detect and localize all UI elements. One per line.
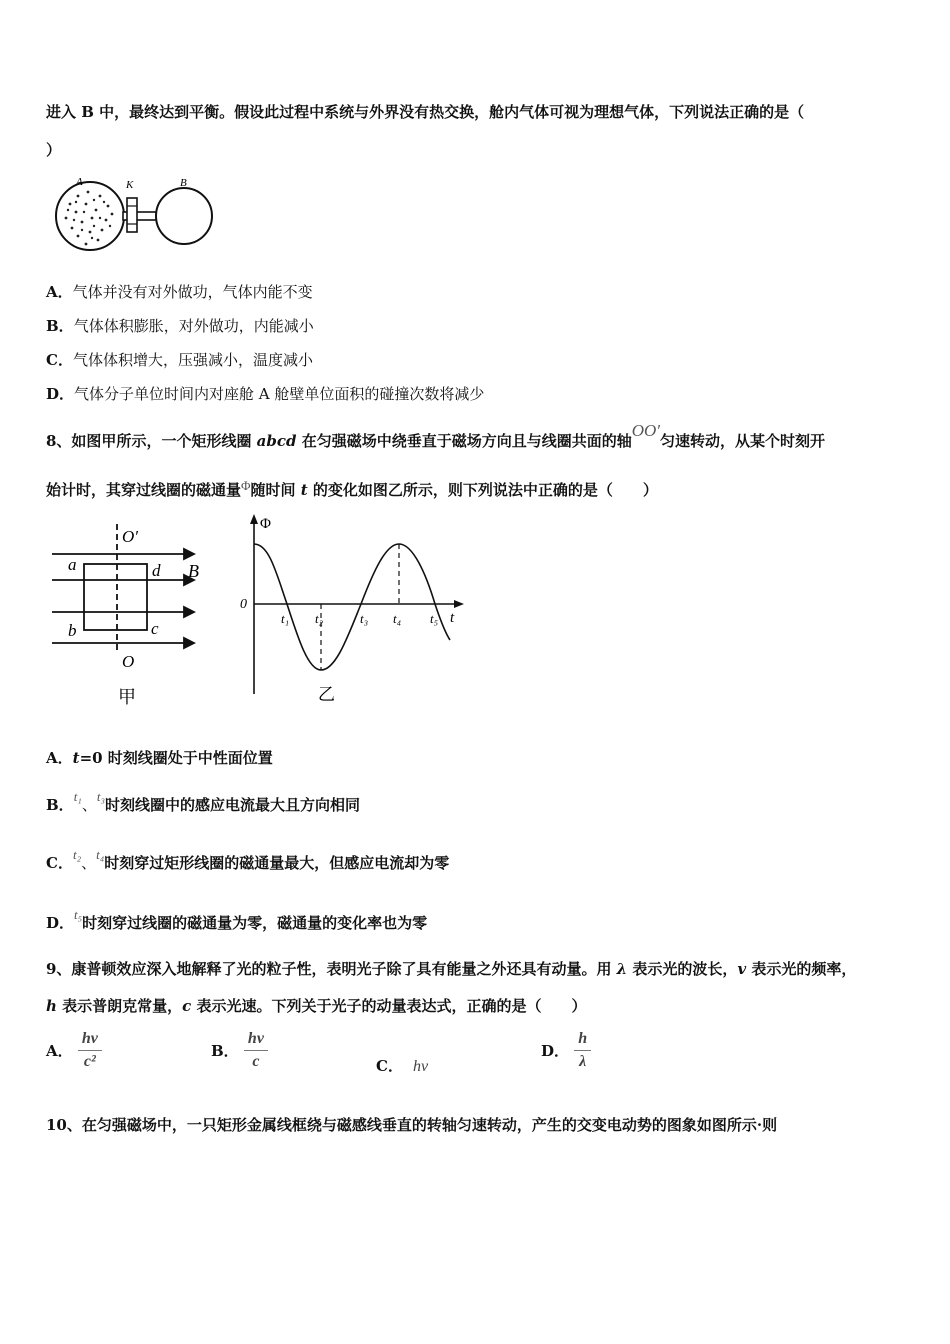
tick-t2: t₂ xyxy=(315,611,324,626)
valve-k-label: K xyxy=(126,179,134,191)
q7-option-c: C．气体体积增大，压强减小，温度减小 xyxy=(46,351,313,369)
q9-option-b: B． $\frac{hv}{c}$ xyxy=(211,1030,268,1071)
q8-option-a: A．t=0 时刻线圈处于中性面位置 xyxy=(46,749,273,767)
q8-option-d: D．t₅时刻穿过线圈的磁通量为零，磁通量的变化率也为零 xyxy=(46,907,428,932)
tick-t3: t₃ xyxy=(360,611,369,626)
svg-text:a: a xyxy=(68,555,77,574)
vessel-a xyxy=(56,182,124,250)
axis-symbol: OO′ xyxy=(631,421,661,440)
coil-abcd xyxy=(84,564,147,630)
svg-text:b: b xyxy=(68,621,77,640)
q8-figure-jia xyxy=(46,522,216,712)
svg-text:B: B xyxy=(188,561,199,581)
tick-t5: t₅ xyxy=(430,611,439,626)
phi-symbol: Φ xyxy=(241,478,251,493)
q10-text: 10、在匀强磁场中，一只矩形金属线框绕与磁感线垂直的转轴匀速转动，产生的交变电动势的图象如图所示·则 xyxy=(46,1116,778,1134)
q7-text-line1: 进入 B 中，最终达到平衡。假设此过程中系统与外界没有热交换，舱内气体可视为理想气体，下列说法正确的是（ xyxy=(46,103,805,121)
q8-text-line2: 始计时，其穿过线圈的磁通量Φ随时间 t 的变化如图乙所示，则下列说法中正确的是（ ） xyxy=(46,478,658,499)
q9-option-c: C． hv xyxy=(376,1057,429,1075)
fig-jia-caption: 甲 xyxy=(118,687,136,707)
q7-option-d: D．气体分子单位时间内对座舱 A 舱壁单位面积的碰撞次数将减少 xyxy=(46,385,485,403)
q9-option-d: D． $\frac{h}{\lambda}$ xyxy=(541,1030,591,1071)
vessel-b-label: B xyxy=(180,177,187,189)
vessel-a-label: A xyxy=(76,176,83,188)
valve-k xyxy=(127,198,137,232)
tick-t4: t₄ xyxy=(393,611,402,626)
q9-option-a: A． $\frac{hv}{\text{c²}}$ xyxy=(46,1030,102,1071)
svg-text:d: d xyxy=(152,561,161,580)
svg-text:O: O xyxy=(122,652,135,671)
fig-yi-caption: 乙 xyxy=(318,685,335,704)
coil-name: abcd xyxy=(256,432,297,450)
q7-option-b: B．气体体积膨胀，对外做功，内能减小 xyxy=(46,317,314,335)
svg-text:0: 0 xyxy=(240,597,247,612)
svg-text:Φ: Φ xyxy=(260,516,271,532)
q7-text-line2: ） xyxy=(46,141,62,159)
vessel-b xyxy=(156,188,212,244)
q9-text-line1: 9、康普顿效应深入地解释了光的粒子性，表明光子除了具有能量之外还具有动量。用 λ 表示光的波长，v 表示光的频率， xyxy=(46,960,857,978)
q8-figure-yi xyxy=(236,510,476,710)
q7-option-a: A．气体并没有对外做功，气体内能不变 xyxy=(46,283,313,301)
q7-figure-vessels xyxy=(48,174,218,254)
q8-option-b: B．t₁、t₃时刻线圈中的感应电流最大且方向相同 xyxy=(46,789,360,814)
svg-text:t: t xyxy=(450,610,455,626)
svg-text:c: c xyxy=(151,619,159,638)
q8-option-c: C．t₂、t₄时刻穿过矩形线圈的磁通量最大，但感应电流却为零 xyxy=(46,847,450,872)
flux-curve xyxy=(254,544,450,670)
q9-text-line2: h 表示普朗克常量，c 表示光速。下列关于光子的动量表达式，正确的是（ ） xyxy=(46,997,587,1015)
q8-text-line1: 8、如图甲所示，一个矩形线圈 abcd 在匀强磁场中绕垂直于磁场方向且与线圈共面的轴OO′匀速转动，从某个时刻开 xyxy=(46,421,826,450)
svg-text:O′: O′ xyxy=(122,527,138,546)
tick-t1: t₁ xyxy=(281,611,290,626)
